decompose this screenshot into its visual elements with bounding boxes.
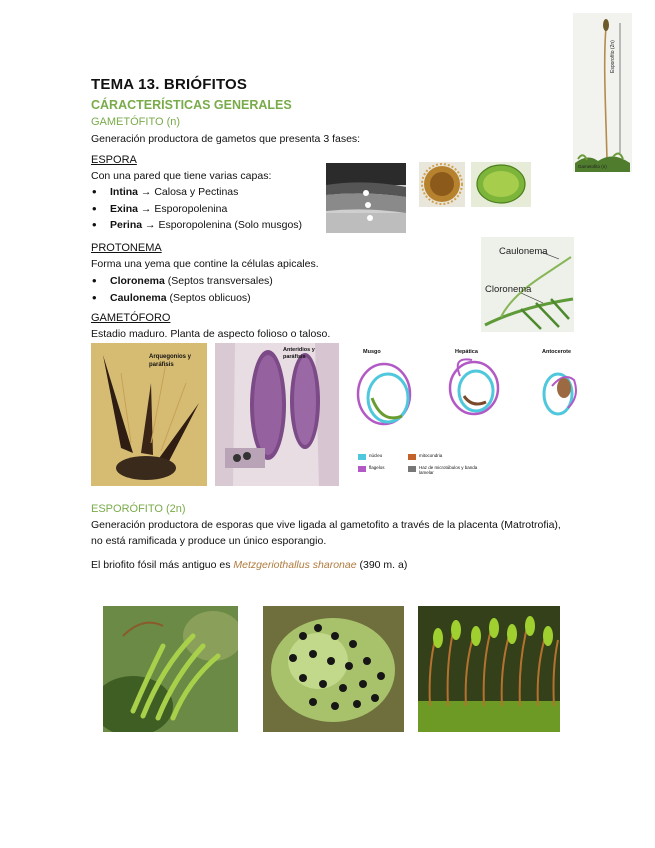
liverwort-photo [103,606,238,732]
spore-heading: ESPORA [91,154,137,166]
sperm-diagram [352,346,592,481]
sporophyte-photo [573,13,632,172]
spore-desc: Con una pared que tiene varias capas: [91,170,272,182]
gametophore-heading: GAMETÓFORO [91,312,171,324]
antheridia-photo [215,343,339,486]
spore-layers-list [91,184,302,234]
protonema-list [91,273,273,306]
legend-flagella: flagelos [369,465,385,470]
spore-photo-1 [419,162,465,207]
page-title: TEMA 13. BRIÓFITOS [91,76,248,93]
legend-nucleus: núcleo [369,453,383,458]
list-item: • Intina → Calosa y Pectinas [91,184,302,201]
protonema-desc: Forma una yema que contine la células apicales. [91,258,319,270]
archegonia-photo [91,343,207,486]
fossil-sentence: El briofito fósil más antiguo es Metzgeriothallus sharonae (390 m. a) [91,559,408,571]
protonema-micrograph [481,237,574,332]
sporophyte-desc: Generación productora de esporas que vive ligada al gametofito a través de la placenta (Matrotrofia), no está ramificada y produce un único esporangio. [91,519,561,547]
spore-wall-micrograph [326,163,406,233]
legend-microtubules: Haz de microtúbulos y banda lamelar [419,465,478,475]
caulonema-label: Caulonema [499,246,548,257]
col-moss: Musgo [363,349,381,355]
sporophyte-heading: ESPORÓFITO (2n) [91,503,186,515]
col-liverwort: Hepática [455,349,478,355]
list-item: • Caulonema (Septos oblicuos) [91,290,273,307]
gametophyte-heading: GAMETÓFITO (n) [91,116,181,128]
protonema-heading: PROTONEMA [91,242,162,254]
gametophyte-desc: Generación productora de gametos que presenta 3 fases: [91,133,361,145]
fossil-name: Metzgeriothallus sharonae [233,559,357,571]
section-heading: CÁRACTERÍSTICAS GENERALES [91,98,292,112]
chloronema-label: Cloronema [485,284,532,295]
hornwort-photo [263,606,404,732]
list-item: • Cloronema (Septos transversales) [91,273,273,290]
gametophore-desc: Estadio maduro. Planta de aspecto folioso o taloso. [91,328,331,340]
gametophyte-label: Gametofito (n) [578,164,607,169]
moss-sporophytes-photo [418,606,560,732]
legend-mitochondria: mitocondria [419,453,443,458]
antheridia-label: Anteridios y paráfisis [283,347,315,360]
col-hornwort: Antocerote [542,349,572,355]
list-item: • Exina → Esporopolenina [91,201,302,218]
list-item: • Perina → Esporopolenina (Solo musgos) [91,217,302,234]
archegonia-label: Arquegonios y paráfisis [149,354,192,368]
sporophyte-label: Esporofito (2n) [610,40,616,73]
spore-photo-2 [471,162,531,207]
